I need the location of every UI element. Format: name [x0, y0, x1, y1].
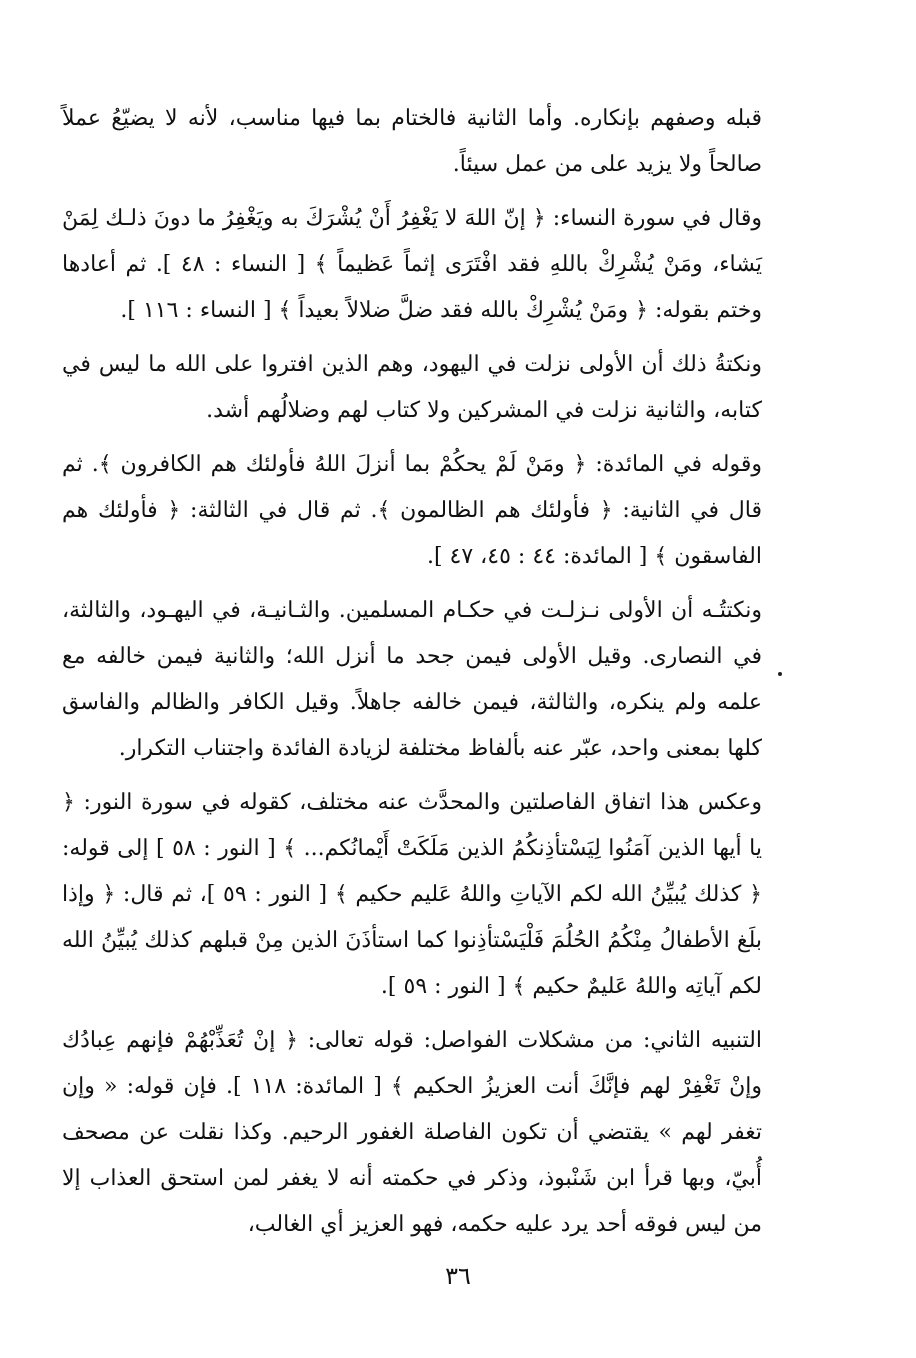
margin-dot: [778, 672, 782, 676]
paragraph-2: وقال في سورة النساء: ﴿ إنّ اللهَ لا يَغْفِرُ أَنْ يُشْرَكَ به ويَغْفِرُ ما دونَ ذلـك لِمَنْ يَشاء، ومَنْ يُشْرِكْ باللهِ فقد افْتَرَى إثماً عَظيماً ﴾ [ النساء : ٤٨ ]. ثم أعادها وختم بقوله: ﴿ ومَنْ يُشْرِكْ بالله فقد ضلَّ ضلالاً بعيداً ﴾ [ النساء : ١١٦ ].: [62, 206, 762, 323]
paragraph-6: وعكس هذا اتفاق الفاصلتين والمحدَّث عنه مختلف، كقوله في سورة النور: ﴿ يا أيها الذين آمَنُوا لِيَسْتأذِنكُمُ الذين مَلَكَتْ أَيْمانُكم... ﴾ [ النور : ٥٨ ] إلى قوله: ﴿ كذلك يُبيِّنُ الله لكم الآياتِ واللهُ عَليم حكيم ﴾ [ النور : ٥٩ ]، ثم قال: ﴿ وإذا بلَغ الأطفالُ مِنْكُمُ الحُلُمَ فَلْيَسْتأذِنوا كما استأذَنَ الذين مِنْ قبلهم كذلك يُبيِّنُ الله لكم آياتِه واللهُ عَليمٌ حكيم ﴾ [ النور : ٥٩ ].: [62, 790, 762, 999]
paragraph-3: ونكتةُ ذلك أن الأولى نزلت في اليهود، وهم الذين افتروا على الله ما ليس في كتابه، والثانية نزلت في المشركين ولا كتاب لهم وضلالُهم أشد.: [62, 352, 762, 423]
paragraph-1: قبله وصفهم بإنكاره. وأما الثانية فالختام بما فيها مناسب، لأنه لا يضيّعُ عملاً صالحاً ولا يزيد على من عمل سيئاً.: [62, 106, 762, 177]
paragraph-5: ونكتتُـه أن الأولى نـزلـت في حكـام المسلمين. والثـانيـة، في اليهـود، والثالثة، في النصارى. وقيل الأولى فيمن جحد ما أنزل الله؛ والثانية فيمن خالفه مع علمه ولم ينكره، والثالثة، فيمن خالفه جاهلاً. وقيل الكافر والظالم والفاسق كلها بمعنى واحد، عبّر عنه بألفاظ مختلفة لزيادة الفائدة واجتناب التكرار.: [62, 598, 762, 761]
paragraph-7: التنبيه الثاني: من مشكلات الفواصل: قوله تعالى: ﴿ إنْ تُعَذِّبْهُمْ فإنهم عِبادُك وإنْ تَغْفِرْ لهم فإنَّكَ أنت العزيزُ الحكيم ﴾ [ المائدة: ١١٨ ]. فإن قوله: « وإن تغفر لهم » يقتضي أن تكون الفاصلة الغفور الرحيم. وكذا نقلت عن مصحف أُبيّ، وبها قرأ ابن شَنْبوذ، وذكر في حكمته أنه لا يغفر لمن استحق العذاب إلا من ليس فوقه أحد يرد عليه حكمه، فهو العزيز أي الغالب،: [62, 1028, 763, 1237]
page-number: ٣٦: [445, 1262, 471, 1290]
page-body: [62, 96, 762, 1248]
paragraph-4: وقوله في المائدة: ﴿ ومَنْ لَمْ يحكُمْ بما أنزلَ اللهُ فأولئك هم الكافرون ﴾. ثم قال في الثانية: ﴿ فأولئك هم الظالمون ﴾. ثم قال في الثالثة: ﴿ فأولئك هم الفاسقون ﴾ [ المائدة: ٤٤ : ٤٥، ٤٧ ].: [62, 452, 762, 569]
